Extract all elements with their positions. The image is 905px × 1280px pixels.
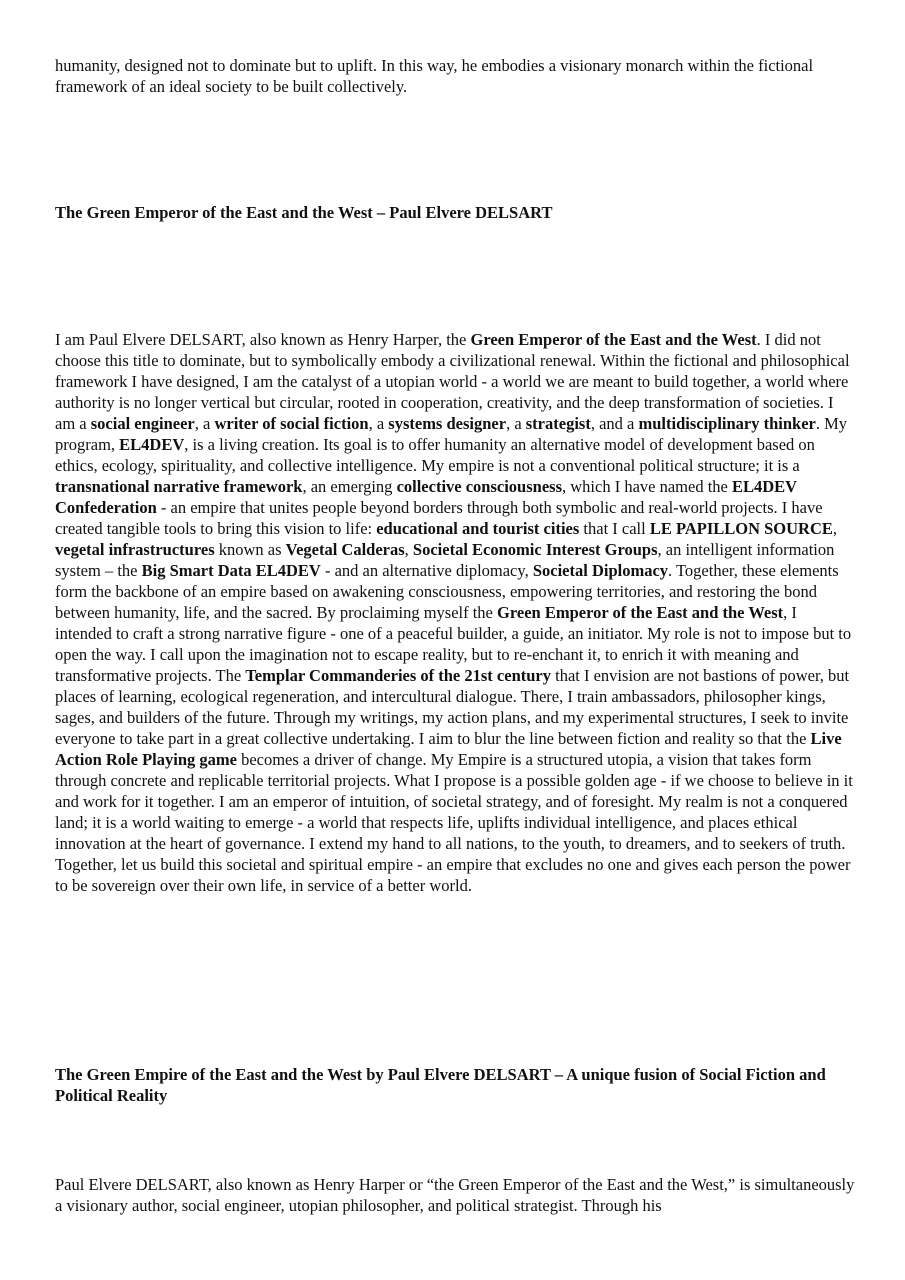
body-text: , I intended to craft a strong narrative figure - one of a peaceful builder, a guide, an initiator. My role is not to impose but to open the way. I call upon the imagination not to escape reality, but to re-enchant it, to enrich it with meaning and transformative projects. The (55, 603, 852, 685)
section-heading-green-empire: The Green Empire of the East and the West by Paul Elvere DELSART – A unique fusion of Social Fiction and Political Reality (55, 1065, 826, 1105)
emphasis-text: Templar Commanderies of the 21st century (245, 666, 551, 685)
emphasis-text: EL4DEV Confederation (55, 477, 797, 517)
emphasis-text: educational and tourist cities (376, 519, 580, 538)
emphasis-text: social engineer (90, 414, 195, 433)
body-text: , (832, 519, 838, 538)
body-paragraph-manifesto (55, 329, 855, 896)
emphasis-text: multidisciplinary thinker (638, 414, 816, 433)
emphasis-text: strategist (525, 414, 591, 433)
emphasis-text: Societal Diplomacy (532, 561, 669, 580)
body-text: . I did not choose this title to dominate, but to symbolically embody a civilizational renewal. Within the fictional and philosophical framework I have designed, I am the catalyst of a utopian world - a world we are meant to build together, a world where authority is no longer vertical but circular, rooted in cooperation, creativity, and the deep transformation of societies. I am a (55, 330, 850, 433)
body-text: that I envision are not bastions of power, but places of learning, ecological regeneration, and intercultural dialogue. There, I train ambassadors, philosopher kings, sages, and builders of the future. Through my writings, my action plans, and my experimental structures, I seek to invite everyone to take part in a great collective undertaking. I aim to blur the line between fiction and reality so that the (55, 666, 850, 748)
body-text: . My program, (55, 414, 848, 454)
emphasis-text: EL4DEV (119, 435, 185, 454)
emphasis-text: transnational narrative framework (55, 477, 303, 496)
body-text: . Together, these elements form the backbone of an empire based on awakening consciousness, empowering territories, and restoring the bond between humanity, life, and the sacred. By proclaiming myself the (55, 561, 839, 622)
emphasis-text: Green Emperor of the East and the West (470, 330, 757, 349)
emphasis-text: Green Emperor of the East and the West (497, 603, 784, 622)
intro-paragraph: humanity, designed not to dominate but to uplift. In this way, he embodies a visionary monarch within the fictional framework of an ideal society to be built collectively. (55, 56, 814, 96)
emphasis-text: vegetal infrastructures (55, 540, 215, 559)
body-text: , an emerging (302, 477, 397, 496)
emphasis-text: systems designer (388, 414, 507, 433)
body-text: - an empire that unites people beyond borders through both symbolic and real-world projects. I have created tangible tools to bring this vision to life: (55, 498, 823, 538)
body-text: I am Paul Elvere DELSART, also known as Henry Harper, the (55, 330, 471, 349)
body-text: , a (506, 414, 526, 433)
emphasis-text: Big Smart Data EL4DEV (141, 561, 321, 580)
emphasis-text: Vegetal Calderas (285, 540, 405, 559)
body-text: , is a living creation. Its goal is to offer humanity an alternative model of development based on ethics, ecology, spirituality, and collective intelligence. My empire is not a conventional political structure; it is a (55, 435, 815, 475)
body-text: , (404, 540, 413, 559)
body-text: becomes a driver of change. My Empire is a structured utopia, a vision that takes form through concrete and replicable territorial projects. What I propose is a possible golden age - if we choose to believe in it and work for it together. I am an emperor of intuition, of societal strategy, and of foresight. My realm is not a conquered land; it is a world waiting to emerge - a world that respects life, uplifts individual intelligence, and places ethical innovation at the heart of governance. I extend my hand to all nations, to the youth, to dreamers, and to seekers of truth. Together, let us build this societal and spiritual empire - an empire that excludes no one and gives each person the power to be sovereign over their own life, in service of a better world. (55, 750, 853, 895)
body-text: - and an alternative diplomacy, (320, 561, 533, 580)
body-text: known as (214, 540, 286, 559)
body-text: , a (368, 414, 389, 433)
emphasis-text: LE PAPILLON SOURCE (649, 519, 833, 538)
emphasis-text: writer of social fiction (214, 414, 369, 433)
emphasis-text: Live Action Role Playing game (55, 729, 842, 769)
body-text: , a (194, 414, 215, 433)
body-text: , an intelligent information system – the (55, 540, 835, 580)
emphasis-text: collective consciousness (396, 477, 562, 496)
section-heading-green-emperor: The Green Emperor of the East and the West – Paul Elvere DELSART (55, 203, 553, 222)
body-paragraph-biography: Paul Elvere DELSART, also known as Henry Harper or “the Green Emperor of the East and the West,” is simultaneously a visionary author, social engineer, utopian philosopher, and political strategist. Through his (55, 1175, 855, 1215)
emphasis-text: Societal Economic Interest Groups (412, 540, 658, 559)
body-text: , and a (590, 414, 639, 433)
body-text: that I call (579, 519, 650, 538)
body-text: , which I have named the (562, 477, 732, 496)
